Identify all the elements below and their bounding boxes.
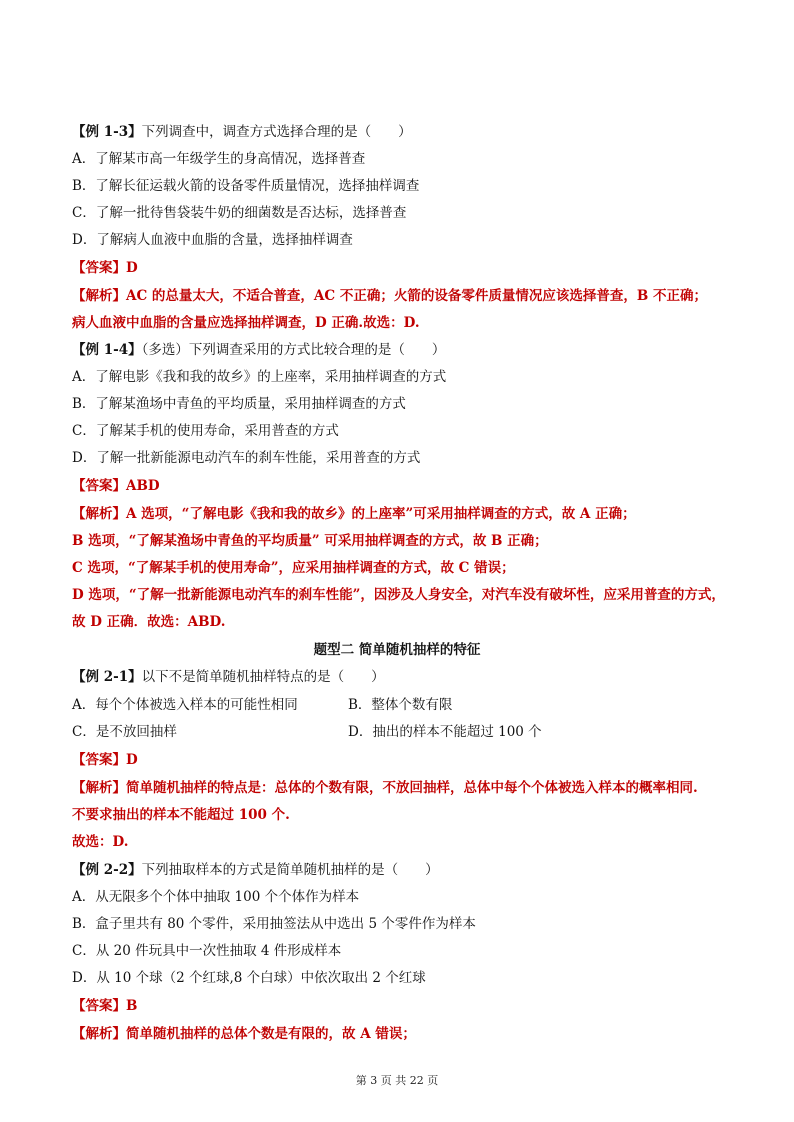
question-text: （多选）下列调查采用的方式比较合理的是（ ） <box>141 342 446 358</box>
example-tag: 【例 2-2】 <box>72 862 142 878</box>
option-a: A．每个个体被选入样本的可能性相同 <box>72 697 298 713</box>
analysis-line: 故选：D. <box>72 834 129 850</box>
option-c: C．是不放回抽样 <box>72 724 177 740</box>
answer: 【答案】D <box>72 752 138 768</box>
example-2-2-question <box>72 860 734 880</box>
option-d: D．抽出的样本不能超过 100 个 <box>348 724 542 740</box>
option-d: D．了解一批新能源电动汽车的刹车性能，采用普查的方式 <box>72 450 421 466</box>
question-text: 下列抽取样本的方式是简单随机抽样的是（ ） <box>141 862 439 878</box>
example-2-1-question <box>72 667 734 687</box>
analysis-line: 【解析】简单随机抽样的总体个数是有限的，故 A 错误； <box>72 1026 416 1042</box>
option-a: A．从无限多个个体中抽取 100 个个体作为样本 <box>72 889 360 905</box>
answer: 【答案】B <box>72 998 138 1014</box>
page-number: 第 3 页 共 22 页 <box>355 1074 439 1087</box>
section-title: 题型二 简单随机抽样的特征 <box>313 642 481 658</box>
option-b: B．整体个数有限 <box>348 697 453 713</box>
analysis-line: 不要求抽出的样本不能超过 100 个. <box>72 807 290 823</box>
analysis-line: 【解析】A 选项，“了解电影《我和我的故乡》的上座率”可采用抽样调查的方式，故 A 正确； <box>72 506 636 522</box>
option-a: A．了解电影《我和我的故乡》的上座率，采用抽样调查的方式 <box>72 369 447 385</box>
option-d: D．从 10 个球（2 个红球,8 个白球）中依次取出 2 个红球 <box>72 970 426 986</box>
analysis-line: B 选项，“了解某渔场中青鱼的平均质量” 可采用抽样调查的方式，故 B 正确； <box>72 533 548 549</box>
option-c: C．从 20 件玩具中一次性抽取 4 件形成样本 <box>72 943 342 959</box>
analysis-line: 病人血液中血脂的含量应选择抽样调查，D 正确.故选：D. <box>72 315 420 331</box>
answer: 【答案】D <box>72 260 138 276</box>
analysis-line: 【解析】简单随机抽样的特点是：总体的个数有限，不放回抽样，总体中每个个体被选入样本的概率相同. <box>72 780 698 796</box>
example-1-3-question <box>72 122 734 142</box>
analysis-line: 【解析】AC 的总量太大，不适合普查，AC 不正确；火箭的设备零件质量情况应该选择普查，B 不正确； <box>72 288 707 304</box>
option-a: A．了解某市高一年级学生的身高情况，选择普查 <box>72 151 366 167</box>
analysis-line: 故 D 正确．故选：ABD. <box>72 614 226 630</box>
example-tag: 【例 1-4】 <box>72 342 142 358</box>
example-1-4-question <box>72 340 734 360</box>
example-tag: 【例 2-1】 <box>72 669 142 685</box>
question-text: 下列调查中，调查方式选择合理的是（ ） <box>141 124 412 140</box>
answer: 【答案】ABD <box>72 478 160 494</box>
analysis-line: C 选项，“了解某手机的使用寿命”，应采用抽样调查的方式，故 C 错误； <box>72 560 515 576</box>
option-row <box>72 722 734 742</box>
option-row <box>72 695 734 715</box>
question-text: 以下不是简单随机抽样特点的是（ ） <box>141 669 385 685</box>
option-c: C．了解一批待售袋装牛奶的细菌数是否达标，选择普查 <box>72 205 407 221</box>
option-c: C．了解某手机的使用寿命，采用普查的方式 <box>72 423 339 439</box>
example-tag: 【例 1-3】 <box>72 124 142 140</box>
option-b: B．了解某渔场中青鱼的平均质量，采用抽样调查的方式 <box>72 396 406 412</box>
option-b: B．盒子里共有 80 个零件，采用抽签法从中选出 5 个零件作为样本 <box>72 916 476 932</box>
analysis-line: D 选项，“了解一批新能源电动汽车的刹车性能”，因涉及人身安全，对汽车没有破坏性，应采用普查的方式， <box>72 587 725 603</box>
option-b: B．了解长征运载火箭的设备零件质量情况，选择抽样调查 <box>72 178 420 194</box>
option-d: D．了解病人血液中血脂的含量，选择抽样调查 <box>72 232 353 248</box>
